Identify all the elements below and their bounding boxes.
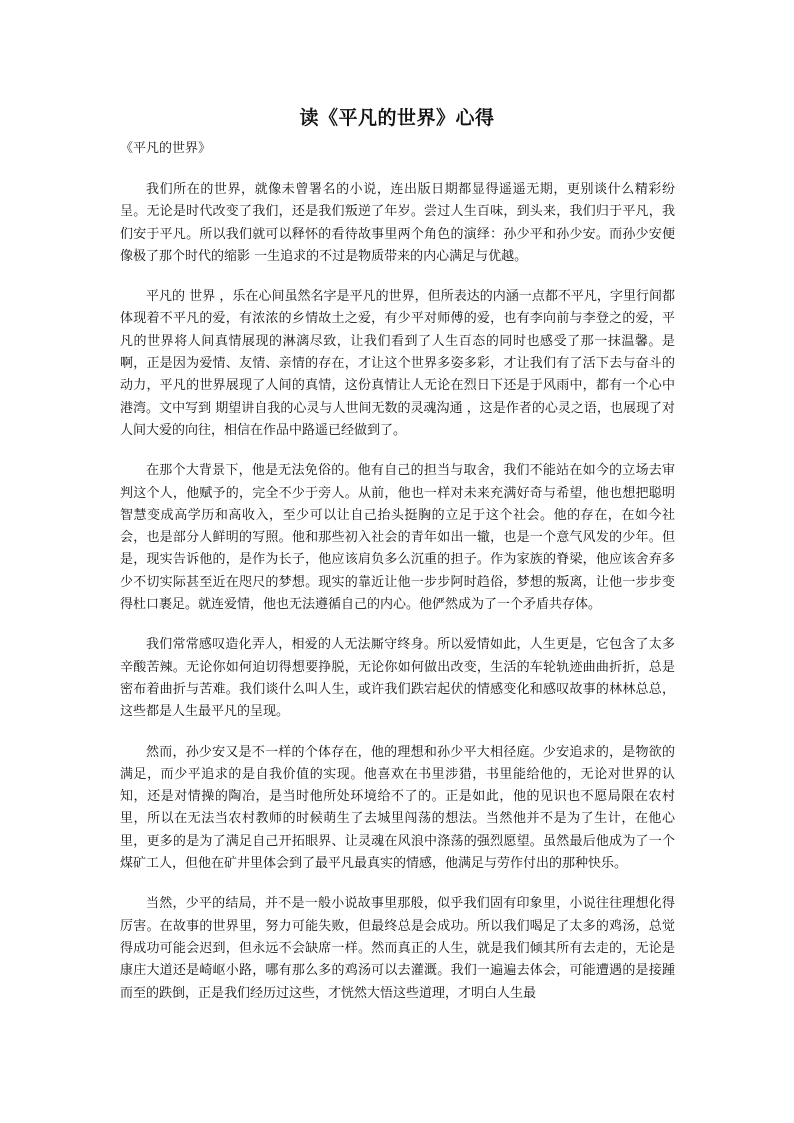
document-title: 读《平凡的世界》心得 (299, 107, 495, 129)
paragraph: 我们所在的世界，就像未曾署名的小说，连出版日期都显得遥遥无期，更别谈什么精彩纷呈。无论是时代改变了我们，还是我们叛逆了年岁。尝过人生百味，到头来，我们归于平凡，我们安于平凡。所以我们就可以释怀的看待故事里两个角色的演绎：孙少平和孙少安。而孙少安便像极了那个时代的缩影 一生追求的不过是物质带来的内心满足与优越。 (120, 182, 675, 264)
paragraph: 当然，少平的结局，并不是一般小说故事里那般，似乎我们固有印象里，小说往往理想化得厉害。在故事的世界里，努力可能失败，但最终总是会成功。所以我们喝足了太多的鸡汤，总觉得成功可能会迟到，但永远不会缺席一样。然而真正的人生，就是我们倾其所有去走的，无论是康庄大道还是崎岖小路，哪有那么多的鸡汤可以去灌溉。我们一遍遍去体会，可能遭遇的是接踵而至的跌倒，正是我们经历过这些，才恍然大悟这些道理，才明白人生最 (120, 896, 675, 1001)
paragraph: 我们常常感叹造化弄人，相爱的人无法厮守终身。所以爱情如此，人生更是，它包含了太多辛酸苦辣。无论你如何迫切得想要挣脱，无论你如何做出改变，生活的车轮轨迹曲曲折折，总是密布着曲折与苦难。我们谈什么叫人生，或许我们跌宕起伏的情感变化和感叹故事的林林总总，这些都是人生最平凡的呈现。 (120, 637, 675, 720)
paragraph: 在那个大背景下，他是无法免俗的。他有自己的担当与取舍，我们不能站在如今的立场去审判这个人，他赋予的，完全不少于旁人。从前，他也一样对未来充满好奇与希望，他也想把聪明智慧变成高学历和高收入，至少可以让自己抬头挺胸的立足于这个社会。他的存在，在如今社会，也是部分人鲜明的写照。他和那些初入社会的青年如出一辙，也是一个意气风发的少年。但是，现实告诉他的，是作为长子，他应该肩负多么沉重的担子。作为家族的脊梁，他应该舍弃多少不切实际甚至近在咫尺的梦想。现实的靠近让他一步步阿时趋俗，梦想的叛离，让他一步步变得杜口裹足。就连爱情，他也无法遵循自己的内心。他俨然成为了一个矛盾共存体。 (120, 463, 675, 613)
paragraph: 平凡的 世界 ，乐在心间虽然名字是平凡的世界，但所表达的内涵一点都不平凡，字里行间都体现着不平凡的爱，有浓浓的乡情故土之爱，有少平对师傅的爱，也有李向前与李登之的爱，平凡的世界将人间真情展现的淋漓尽致，让我们看到了人生百态的同时也感受了那一抹温馨。是啊，正是因为爱情、友情、亲情的存在，才让这个世界多姿多彩，才让我们有了活下去与奋斗的动力，平凡的世界展现了人间的真情，这份真情让人无论在烈日下还是于风雨中，都有一个心中港湾。文中写到 期望讲自我的心灵与人世间无数的灵魂沟通 ，这是作者的心灵之语，也展现了对人间大爱的向往，相信在作品中路遥已经做到了。 (120, 289, 675, 438)
paragraph: 然而，孙少安又是不一样的个体存在，他的理想和孙少平大相径庭。少安追求的，是物欲的满足，而少平追求的是自我价值的实现。他喜欢在书里涉猎，书里能给他的，无论对世界的认知，还是对情操的陶冶，是当时他所处环境给不了的。正是如此，他的见识也不愿局限在农村里，所以在无法当农村教师的时候萌生了去城里闯荡的想法。当然他并不是为了生计，在他心里，更多的是为了满足自己开拓眼界、让灵魂在风浪中涤荡的强烈愿望。虽然最后他成为了一个煤矿工人，但他在矿井里体会到了最平凡最真实的情感，他满足与劳作付出的那种快乐。 (120, 744, 675, 872)
document-subtitle: 《平凡的世界》 (120, 141, 212, 156)
document-body (120, 179, 675, 1023)
